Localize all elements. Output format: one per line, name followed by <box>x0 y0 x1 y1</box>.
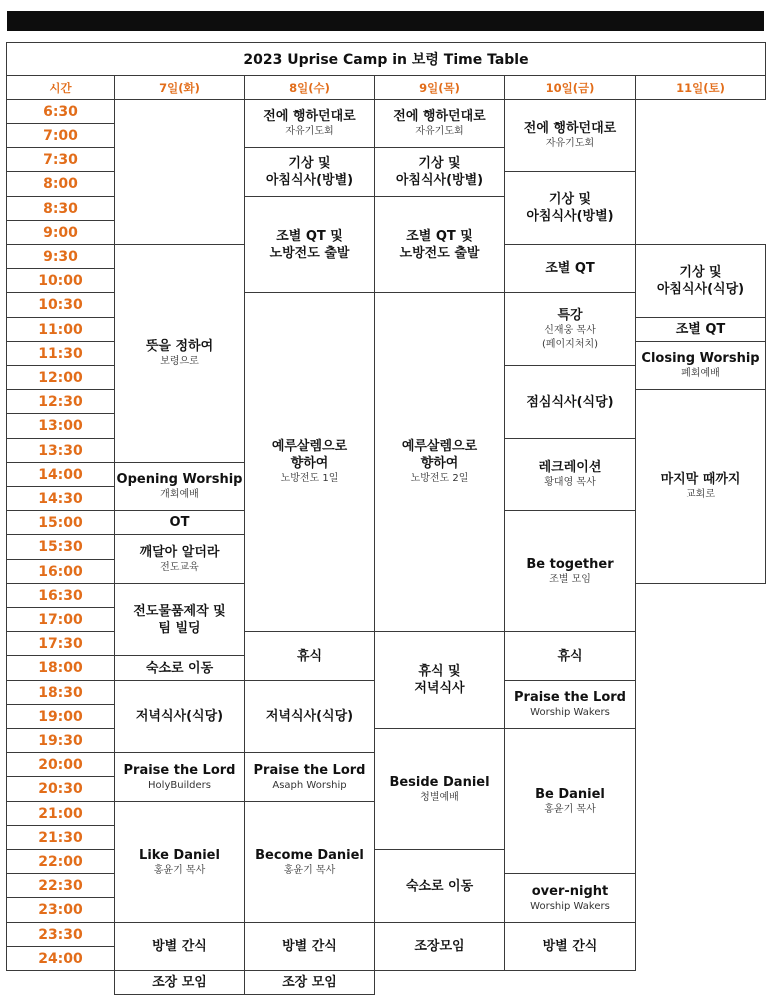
time-row-cell <box>6 897 115 923</box>
time-label: 9:00 <box>43 224 78 241</box>
top-black-bar <box>7 11 764 31</box>
event-title: 저녁식사(식당) <box>135 709 224 724</box>
event-cell <box>635 244 766 318</box>
event-subtitle: 자유기도회 <box>415 126 464 137</box>
event-title: 기상 및 아침식사(방별) <box>526 192 614 224</box>
time-row-cell <box>6 123 115 148</box>
event-cell <box>374 292 505 632</box>
event-cell <box>114 752 245 802</box>
time-label: 12:00 <box>38 369 83 386</box>
event-title: 전에 행하던대로 <box>263 109 356 124</box>
event-subtitle: 자유기도회 <box>285 126 334 137</box>
time-row-cell <box>6 801 115 826</box>
time-label: 8:30 <box>43 200 78 217</box>
event-title: 조별 QT 및 노방전도 출발 <box>399 228 480 261</box>
event-title: 조장 모임 <box>282 975 337 990</box>
time-label: 13:00 <box>38 418 83 434</box>
time-row-cell <box>6 317 115 342</box>
event-subtitle: 홍윤기 목사 <box>544 803 596 815</box>
time-row-cell <box>6 559 115 584</box>
event-cell <box>244 292 375 632</box>
time-row-cell <box>6 486 115 511</box>
event-title: 조별 QT 및 노방전도 출발 <box>269 228 350 261</box>
event-cell <box>114 99 245 245</box>
time-row-cell <box>6 510 115 535</box>
event-title: 기상 및 아침식사(방별) <box>395 156 484 188</box>
time-label: 20:30 <box>38 781 83 797</box>
event-title: 예루살렘으로 향하여 <box>401 439 478 471</box>
time-row-cell <box>6 244 115 269</box>
event-title: Become Daniel <box>255 847 364 863</box>
event-cell <box>504 922 636 971</box>
time-label: 12:30 <box>38 393 83 410</box>
event-title: Be together <box>526 556 614 572</box>
day-header: 11일(토) <box>676 80 725 95</box>
event-title: 기상 및 아침식사(식당) <box>656 265 745 297</box>
event-subtitle: 황대영 목사 <box>544 477 596 488</box>
time-label: 19:30 <box>38 732 83 749</box>
event-title: 전에 행하던대로 <box>523 121 617 136</box>
event-cell <box>114 244 245 463</box>
time-label: 15:30 <box>38 539 83 555</box>
event-cell <box>504 438 636 511</box>
event-cell <box>244 196 375 293</box>
header-cell-day <box>635 75 766 100</box>
time-row-cell <box>6 220 115 245</box>
event-cell <box>635 317 766 342</box>
day-header: 10일(금) <box>545 80 595 95</box>
event-title: 뜻을 정하여 <box>145 339 214 354</box>
event-title: Be Daniel <box>535 786 605 802</box>
time-row-cell <box>6 268 115 293</box>
day-header: 8일(수) <box>289 80 330 95</box>
event-subtitle: 전도교육 <box>160 561 199 573</box>
event-title: Praise the Lord <box>123 762 236 778</box>
time-label: 23:00 <box>38 902 83 918</box>
time-row-cell <box>6 631 115 656</box>
event-title: 조장모임 <box>414 939 465 954</box>
event-cell <box>244 147 375 197</box>
time-label: 7:30 <box>43 151 78 168</box>
header-cell-time <box>6 75 115 100</box>
event-cell <box>374 99 505 148</box>
day-header: 7일(화) <box>159 80 200 95</box>
time-row-cell <box>6 171 115 197</box>
time-row-cell <box>6 147 115 172</box>
event-subtitle: 청별예배 <box>420 791 459 803</box>
header-cell-day <box>374 75 505 100</box>
time-row-cell <box>6 752 115 777</box>
event-subtitle: 홍윤기 목사 <box>153 864 206 876</box>
event-cell <box>114 583 245 656</box>
event-title: 방별 간식 <box>152 939 207 954</box>
event-title: Opening Worship <box>116 472 243 487</box>
event-cell <box>504 510 636 632</box>
time-row-cell <box>6 196 115 221</box>
time-row-cell <box>6 99 115 124</box>
event-cell <box>374 147 505 197</box>
event-cell <box>114 922 245 971</box>
time-row-cell <box>6 389 115 414</box>
time-row-cell <box>6 728 115 753</box>
event-subtitle: HolyBuilders <box>148 779 211 791</box>
event-cell <box>374 196 505 293</box>
event-title: 숙소로 이동 <box>405 878 474 894</box>
event-subtitle: Worship Wakers <box>530 707 610 718</box>
time-label: 14:30 <box>38 490 83 507</box>
time-row-cell <box>6 946 115 971</box>
time-label: 11:00 <box>38 321 83 338</box>
event-title: 예루살렘으로 향하여 <box>271 439 348 471</box>
time-label: 6:30 <box>43 103 78 120</box>
time-label: 16:30 <box>38 587 83 604</box>
event-title: Like Daniel <box>139 847 220 863</box>
event-cell <box>244 631 375 681</box>
time-label: 14:00 <box>38 466 83 483</box>
event-cell <box>114 970 245 995</box>
event-cell <box>504 365 636 439</box>
event-title: 전에 행하던대로 <box>393 109 486 124</box>
event-cell <box>114 801 245 923</box>
event-cell <box>504 244 636 293</box>
time-row-cell <box>6 292 115 318</box>
event-cell <box>114 680 245 753</box>
event-title: 조별 QT <box>675 322 726 337</box>
event-title: OT <box>169 515 190 530</box>
event-title: 숙소로 이동 <box>145 660 214 676</box>
table-title: 2023 Uprise Camp in 보령 Time Table <box>243 52 529 68</box>
time-label: 16:00 <box>38 563 83 580</box>
time-label: 8:00 <box>43 176 78 192</box>
event-title: 방별 간식 <box>542 939 598 954</box>
header-cell-day <box>114 75 245 100</box>
event-subtitle: 노방전도 1일 <box>280 473 339 484</box>
event-cell <box>244 99 375 148</box>
time-label: 11:30 <box>38 345 83 362</box>
event-cell <box>374 631 505 729</box>
time-row-cell <box>6 655 115 681</box>
time-row-cell <box>6 341 115 366</box>
time-row-cell <box>6 922 115 947</box>
time-row-cell <box>6 849 115 874</box>
event-cell <box>114 534 245 584</box>
event-title: 휴식 <box>557 648 583 664</box>
event-title: 휴식 <box>296 648 323 664</box>
event-cell <box>635 341 766 390</box>
time-header: 시간 <box>49 80 72 95</box>
event-title: 전도물품제작 및 팀 빌딩 <box>133 603 226 636</box>
event-subtitle: 노방전도 2일 <box>410 473 469 484</box>
event-title: Closing Worship <box>641 351 760 366</box>
time-label: 18:30 <box>38 684 83 701</box>
time-label: 22:30 <box>38 877 83 894</box>
event-title: 레크레이션 <box>538 460 602 475</box>
event-subtitle: 폐회예배 <box>681 368 720 379</box>
time-label: 20:00 <box>38 756 83 773</box>
time-row-cell <box>6 825 115 850</box>
time-row-cell <box>6 583 115 608</box>
event-title: 특강 <box>557 307 583 323</box>
time-label: 10:00 <box>38 272 83 289</box>
event-cell <box>374 849 505 923</box>
event-subtitle: Worship Wakers <box>530 900 610 912</box>
time-row-cell <box>6 534 115 560</box>
event-subtitle: 자유기도회 <box>545 138 595 149</box>
event-cell <box>114 462 245 511</box>
event-title: 기상 및 아침식사(방별) <box>265 156 354 188</box>
time-label: 9:30 <box>43 248 78 265</box>
time-label: 13:30 <box>38 442 83 459</box>
header-cell-day <box>244 75 375 100</box>
time-label: 17:30 <box>38 635 83 652</box>
time-row-cell <box>6 607 115 632</box>
event-title: over-night <box>531 883 609 899</box>
time-row-cell <box>6 413 115 439</box>
event-cell <box>244 801 375 923</box>
time-label: 19:00 <box>38 708 83 725</box>
time-label: 18:00 <box>38 660 83 676</box>
event-cell <box>374 728 505 850</box>
event-cell <box>244 922 375 971</box>
time-label: 7:00 <box>43 127 78 144</box>
event-cell <box>114 510 245 535</box>
event-title: 조별 QT <box>545 261 595 276</box>
time-label: 23:30 <box>38 926 83 943</box>
time-label: 24:00 <box>38 950 83 967</box>
event-title: 휴식 및 저녁식사 <box>414 664 465 696</box>
event-cell <box>504 873 636 923</box>
time-row-cell <box>6 438 115 463</box>
event-cell <box>114 655 245 681</box>
event-cell <box>504 728 636 874</box>
time-label: 21:00 <box>38 805 83 822</box>
event-title: Praise the Lord <box>253 762 366 778</box>
event-cell <box>244 752 375 802</box>
event-cell <box>635 389 766 584</box>
time-label: 10:30 <box>38 297 83 313</box>
time-label: 22:00 <box>38 853 83 870</box>
event-cell <box>504 292 636 366</box>
event-title: 마지막 때까지 <box>660 472 741 487</box>
time-row-cell <box>6 873 115 898</box>
event-cell <box>244 970 375 995</box>
day-header: 9일(목) <box>419 80 460 95</box>
time-row-cell <box>6 704 115 729</box>
event-title: 깨달아 알더라 <box>139 544 220 560</box>
table-title-cell <box>6 42 766 76</box>
event-cell <box>504 631 636 681</box>
time-row-cell <box>6 365 115 390</box>
time-label: 17:00 <box>38 611 83 628</box>
event-subtitle: Asaph Worship <box>272 779 347 791</box>
event-subtitle: 개회예배 <box>160 489 199 500</box>
event-title: Beside Daniel <box>389 774 490 790</box>
event-subtitle: 교회로 <box>686 489 715 500</box>
event-title: 방별 간식 <box>282 939 337 954</box>
time-row-cell <box>6 776 115 802</box>
event-cell <box>504 171 636 245</box>
time-row-cell <box>6 462 115 487</box>
event-cell <box>504 99 636 172</box>
time-label: 21:30 <box>38 829 83 846</box>
time-label: 15:00 <box>38 514 83 531</box>
event-subtitle: 신재웅 목사 (페이지처치) <box>541 324 599 350</box>
event-subtitle: 홍윤기 목사 <box>283 864 336 876</box>
event-cell <box>374 922 505 971</box>
event-cell <box>504 680 636 729</box>
event-subtitle: 조별 모임 <box>549 573 591 585</box>
event-title: 저녁식사(식당) <box>265 709 354 724</box>
event-subtitle: 보령으로 <box>160 356 199 367</box>
event-cell <box>244 680 375 753</box>
event-title: Praise the Lord <box>514 690 626 705</box>
header-cell-day <box>504 75 636 100</box>
event-title: 점심식사(식당) <box>526 394 614 410</box>
event-title: 조장 모임 <box>152 975 207 990</box>
time-row-cell <box>6 680 115 705</box>
